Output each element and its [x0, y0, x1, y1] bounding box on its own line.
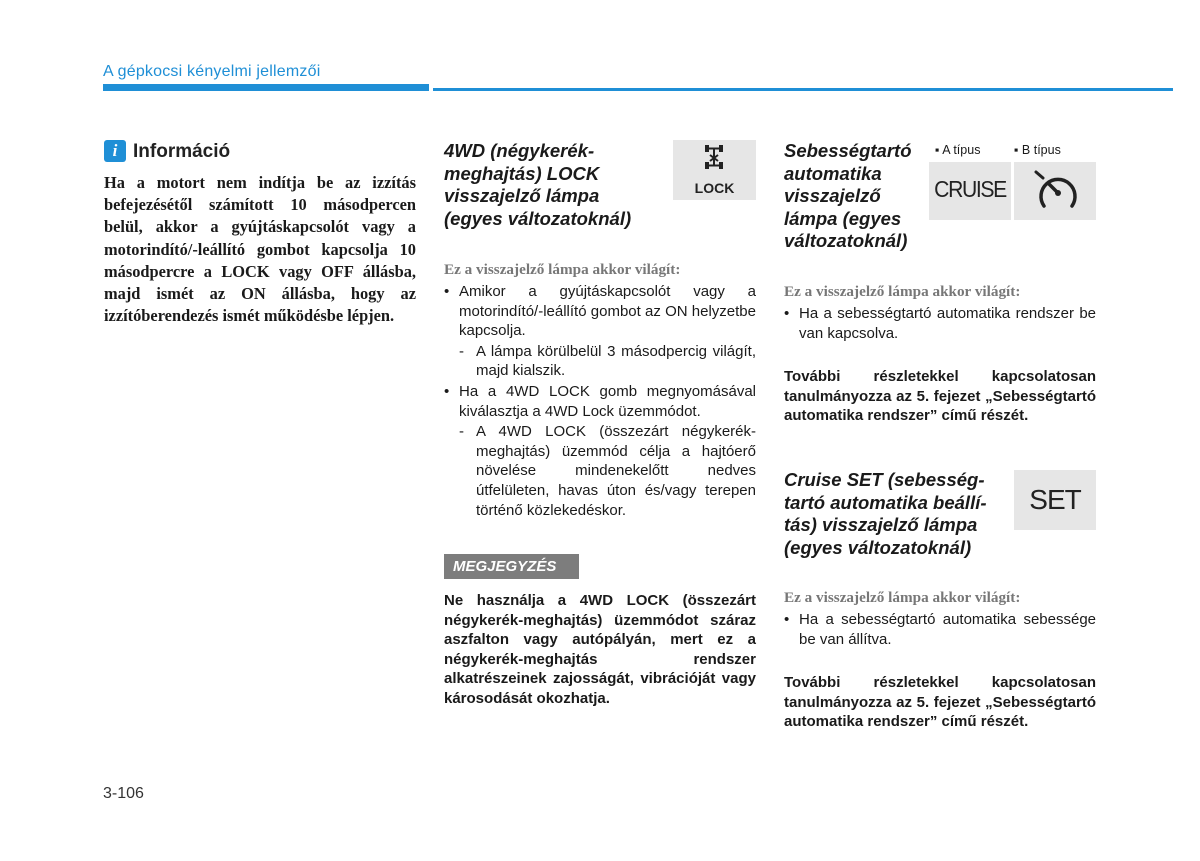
note-label: MEGJEGYZÉS	[444, 554, 579, 579]
cruise-set-more-info: További részletekkel kapcsolatosan tanulmányozza az 5. fejezet „Sebességtartó automatika rendszer” című részét.	[784, 674, 1096, 731]
list-item: • Ha a sebességtartó automatika sebessége be van állítva.	[784, 610, 1096, 649]
page-number: 3-106	[103, 785, 144, 802]
set-lamp-label: SET	[1029, 484, 1081, 515]
type-b-label: ▪ B típus	[1014, 143, 1061, 157]
list-item: • Ha a sebességtartó automatika rendszer be van kapcsolva.	[784, 304, 1096, 343]
note-text: Ne használja a 4WD LOCK (összezárt négykerék-meghajtás) üzemmódot száraz aszfalton vagy autópályán, mert ez a négykerék-meghajtás rendszer alkatrészeinek zajosságát, vibrációját vagy károsodását okozhatja.	[444, 592, 756, 707]
cruise-set-heading: Cruise SET (sebességtartó automatika beállítás) visszajelző lámpa (egyes változatoknál)	[784, 469, 987, 558]
info-icon: i	[104, 140, 126, 162]
fourwd-list	[444, 282, 756, 520]
four-wheel-drive-icon	[673, 140, 756, 180]
cruise-lamp-label: CRUISE	[934, 176, 1006, 202]
info-text: Ha a motort nem indítja be az izzítás befejezésétől számított 10 másodpercen belül, akkor a gyújtáskapcsolót vagy a motorindító/-leállító gombot kapcsolja 10 másodpercre a LOCK vagy OFF állásba, majd ismét az ON állásba, hogy az izzítóberendezés ismét működésbe lépjen.	[104, 173, 416, 326]
cruise-lamp-type-b	[1014, 162, 1096, 220]
cruise-more-info: További részletekkel kapcsolatosan tanulmányozza az 5. fejezet „Sebességtartó automatika rendszer” című részét.	[784, 368, 1096, 425]
list-item-text: A lámpa körülbelül 3 másodpercig világít, majd kialszik.	[476, 342, 756, 380]
type-b-text: B típus	[1021, 143, 1061, 157]
speedometer-icon	[1014, 162, 1096, 220]
cruise-lamp-type-a	[929, 162, 1011, 220]
info-heading: Információ	[133, 141, 231, 162]
list-item: - A lámpa körülbelül 3 másodpercig világít, majd kialszik.	[459, 342, 756, 380]
header-rule-thick	[103, 84, 429, 91]
cruise-list	[784, 304, 1096, 343]
list-item: • Amikor a gyújtáskapcsolót vagy a motorindító/-leállító gombot az ON helyzetbe kapcsolja.	[444, 282, 756, 341]
type-a-label: ▪ A típus	[935, 143, 981, 157]
type-a-text: A típus	[942, 143, 981, 157]
header-rule-thin	[433, 88, 1173, 91]
fourwd-subheading: Ez a visszajelző lámpa akkor világít:	[444, 261, 681, 278]
list-item: - A 4WD LOCK (összezárt négykerék-meghajtás) üzemmód célja a hajtóerő növelése mindenekelőtt nedves útfelületen, havas úton és/vagy terepen történő közlekedéskor.	[459, 423, 756, 519]
list-item-text: A 4WD LOCK (összezárt négykerék-meghajtás) üzemmód célja a hajtóerő növelése mindenekelőtt nedves útfelületen, havas úton és/vagy terepen történő közlekedéskor.	[476, 423, 756, 519]
cruise-set-subheading: Ez a visszajelző lámpa akkor világít:	[784, 589, 1021, 606]
list-item: • Ha a 4WD LOCK gomb megnyomásával kiválasztja a 4WD Lock üzemmódot.	[444, 382, 756, 421]
cruise-set-lamp	[1014, 470, 1096, 530]
lock-lamp-label: LOCK	[694, 180, 735, 196]
fourwd-lock-lamp	[673, 140, 756, 200]
section-title: A gépkocsi kényelmi jellemzői	[103, 63, 321, 80]
cruise-subheading: Ez a visszajelző lámpa akkor világít:	[784, 283, 1021, 300]
cruise-heading: Sebességtartó automatika visszajelző lámpa (egyes változatoknál)	[784, 140, 912, 251]
cruise-set-list	[784, 610, 1096, 649]
fourwd-heading: 4WD (négykerék-meghajtás) LOCK visszajelző lámpa (egyes változatoknál)	[444, 140, 632, 229]
